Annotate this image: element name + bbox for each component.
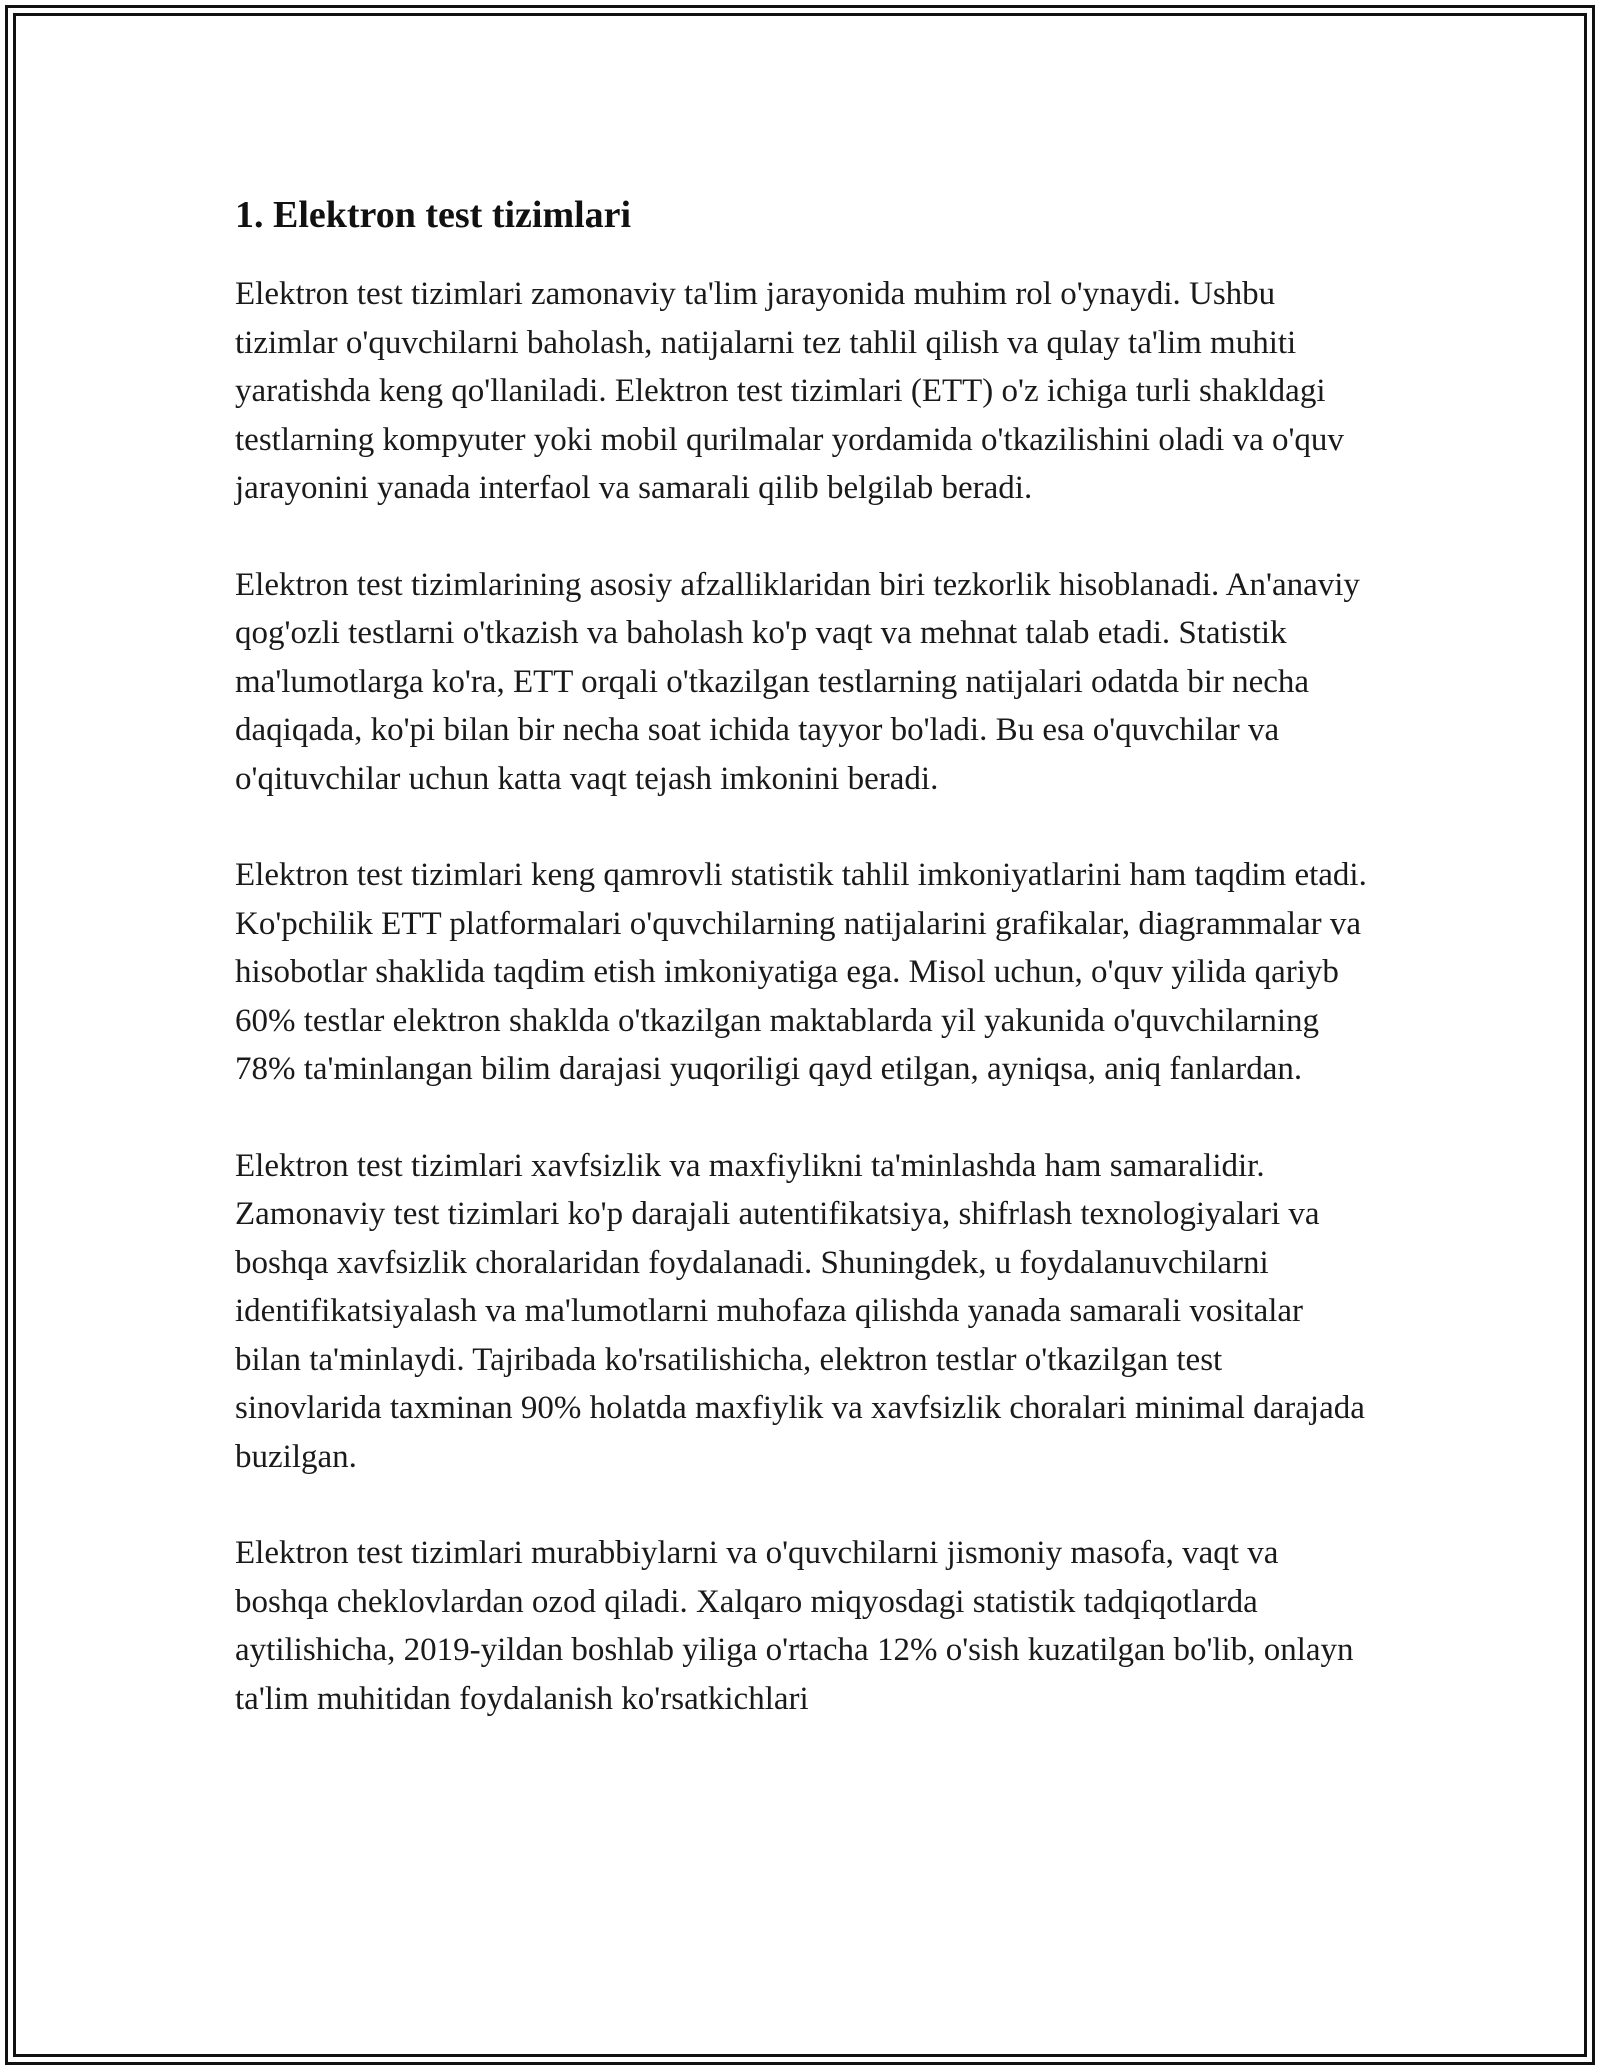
paragraph-4: Elektron test tizimlari xavfsizlik va maxfiylikni ta'minlashda ham samaralidir. Zamonaviy test tizimlari ko'p darajali autentifikatsiya, shifrlash texnologiyalari va boshqa xavfsizlik choralaridan foydalanadi. Shuningdek, u foydalanuvchilarni identifikatsiyalash va ma'lumotlarni muhofaza qilishda yanada samarali vositalar bilan ta'minlaydi. Tajribada ko'rsatilishicha, elektron testlar o'tkazilgan test sinovlarida taxminan 90% holatda maxfiylik va xavfsizlik choralari minimal darajada buzilgan. [235, 1147, 1365, 1475]
section-title: 1. Elektron test tizimlari [235, 194, 632, 236]
document-body [235, 190, 1375, 1771]
paragraph-3: Elektron test tizimlari keng qamrovli statistik tahlil imkoniyatlarini ham taqdim etadi. Ko'pchilik ETT platformalari o'quvchilarning natijalarini grafikalar, diagrammalar va hisobotlar shaklida taqdim etish imkoniyatiga ega. Misol uchun, o'quv yilida qariyb 60% testlar elektron shaklda o'tkazilgan maktablarda yil yakunida o'quvchilarning 78% ta'minlangan bilim darajasi yuqoriligi qayd etilgan, ayniqsa, aniq fanlardan. [235, 857, 1367, 1087]
paragraph-5: Elektron test tizimlari murabbiylarni va o'quvchilarni jismoniy masofa, vaqt va boshqa cheklovlardan ozod qiladi. Xalqaro miqyosdagi statistik tadqiqotlarda aytilishicha, 2019-yildan boshlab yiliga o'rtacha 12% o'sish kuzatilgan bo'lib, onlayn ta'lim muhitidan foydalanish ko'rsatkichlari [235, 1535, 1354, 1717]
paragraph-2: Elektron test tizimlarining asosiy afzalliklaridan biri tezkorlik hisoblanadi. An'anaviy qog'ozli testlarni o'tkazish va baholash ko'p vaqt va mehnat talab etadi. Statistik ma'lumotlarga ko'ra, ETT orqali o'tkazilgan testlarning natijalari odatda bir necha daqiqada, ko'pi bilan bir necha soat ichida tayyor bo'ladi. Bu esa o'quvchilar va o'qituvchilar uchun katta vaqt tejash imkonini beradi. [235, 566, 1360, 797]
paragraph-1: Elektron test tizimlari zamonaviy ta'lim jarayonida muhim rol o'ynaydi. Ushbu tizimlar o'quvchilarni baholash, natijalarni tez tahlil qilish va qulay ta'lim muhiti yaratishda keng qo'llaniladi. Elektron test tizimlari (ETT) o'z ichiga turli shakldagi testlarning kompyuter yoki mobil qurilmalar yordamida o'tkazilishini oladi va o'quv jarayonini yanada interfaol va samarali qilib belgilab beradi. [235, 276, 1344, 506]
